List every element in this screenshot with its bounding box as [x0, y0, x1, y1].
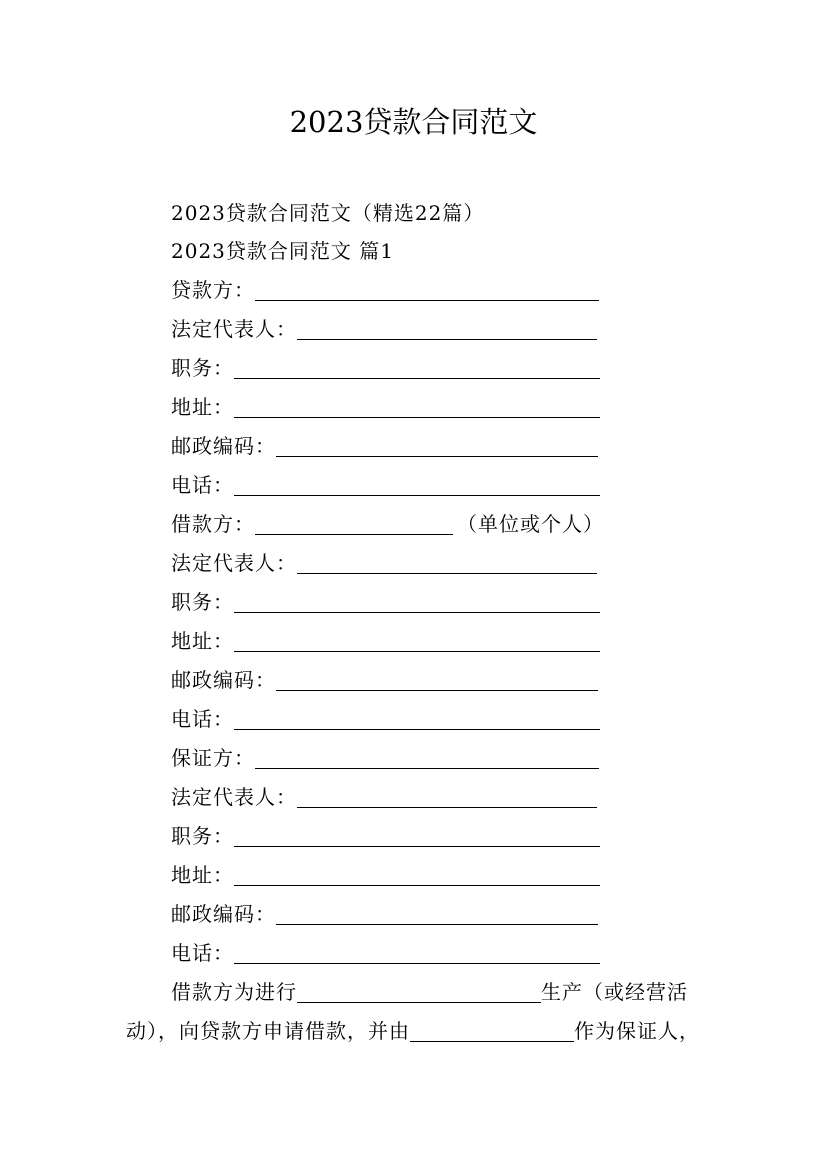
lender-phone-field[interactable]: [234, 473, 600, 496]
lender-legal-rep-field[interactable]: [297, 317, 597, 340]
borrower-postcode-row: [171, 663, 598, 693]
borrower-address-row: [171, 624, 600, 654]
document-subtitle: 2023贷款合同范文（精选22篇）: [171, 201, 485, 225]
borrower-address-field[interactable]: [234, 629, 600, 652]
lender-legal-rep-label: 法定代表人：: [171, 317, 297, 341]
borrower-legal-rep-field[interactable]: [297, 551, 597, 574]
body-paragraph-line-1: [171, 975, 688, 1005]
guarantor-legal-rep-row: [171, 780, 597, 810]
guarantor-position-label: 职务：: [171, 824, 234, 848]
guarantor-postcode-row: [171, 897, 598, 927]
guarantor-phone-label: 电话：: [171, 941, 234, 965]
lender-phone-label: 电话：: [171, 473, 234, 497]
body-line2-prefix: 动），向贷款方申请借款，并由: [126, 1019, 410, 1043]
body-line1-prefix: 借款方为进行: [171, 980, 297, 1004]
guarantor-legal-rep-field[interactable]: [297, 785, 597, 808]
guarantor-legal-rep-label: 法定代表人：: [171, 785, 297, 809]
lender-position-row: [171, 351, 600, 381]
borrower-position-field[interactable]: [234, 590, 600, 613]
guarantor-name-field[interactable]: [255, 746, 599, 769]
borrower-label: 借款方：: [171, 512, 255, 536]
guarantor-address-row: [171, 858, 600, 888]
guarantor-row: [171, 741, 599, 771]
borrower-position-row: [171, 585, 600, 615]
borrower-postcode-field[interactable]: [276, 668, 598, 691]
lender-postcode-field[interactable]: [276, 434, 598, 457]
production-purpose-field[interactable]: [297, 980, 541, 1003]
body-paragraph-line-2: [126, 1014, 700, 1044]
borrower-phone-field[interactable]: [234, 707, 600, 730]
borrower-legal-rep-label: 法定代表人：: [171, 551, 297, 575]
lender-label: 贷款方：: [171, 278, 255, 302]
guarantor-name-inline-field[interactable]: [410, 1019, 574, 1042]
lender-postcode-row: [171, 429, 598, 459]
borrower-address-label: 地址：: [171, 629, 234, 653]
borrower-position-label: 职务：: [171, 590, 234, 614]
lender-phone-row: [171, 468, 600, 498]
guarantor-position-field[interactable]: [234, 824, 600, 847]
section-heading: 2023贷款合同范文 篇1: [171, 239, 394, 263]
guarantor-postcode-label: 邮政编码：: [171, 902, 276, 926]
body-line1-suffix: 生产（或经营活: [541, 980, 688, 1004]
borrower-postcode-label: 邮政编码：: [171, 668, 276, 692]
guarantor-label: 保证方：: [171, 746, 255, 770]
guarantor-phone-row: [171, 936, 600, 966]
lender-row: [171, 273, 599, 303]
borrower-phone-row: [171, 702, 600, 732]
lender-address-field[interactable]: [234, 395, 600, 418]
lender-address-row: [171, 390, 600, 420]
lender-legal-rep-row: [171, 312, 597, 342]
borrower-type-note: （单位或个人）: [457, 512, 604, 536]
guarantor-postcode-field[interactable]: [276, 902, 598, 925]
lender-address-label: 地址：: [171, 395, 234, 419]
guarantor-position-row: [171, 819, 600, 849]
lender-position-label: 职务：: [171, 356, 234, 380]
guarantor-address-label: 地址：: [171, 863, 234, 887]
page-title: 2023贷款合同范文: [289, 105, 538, 139]
borrower-phone-label: 电话：: [171, 707, 234, 731]
lender-name-field[interactable]: [255, 278, 599, 301]
borrower-legal-rep-row: [171, 546, 597, 576]
guarantor-phone-field[interactable]: [234, 941, 600, 964]
lender-position-field[interactable]: [234, 356, 600, 379]
lender-postcode-label: 邮政编码：: [171, 434, 276, 458]
borrower-name-field[interactable]: [255, 512, 453, 535]
borrower-row: [171, 507, 604, 537]
guarantor-address-field[interactable]: [234, 863, 600, 886]
body-line2-suffix: 作为保证人，: [574, 1019, 700, 1043]
